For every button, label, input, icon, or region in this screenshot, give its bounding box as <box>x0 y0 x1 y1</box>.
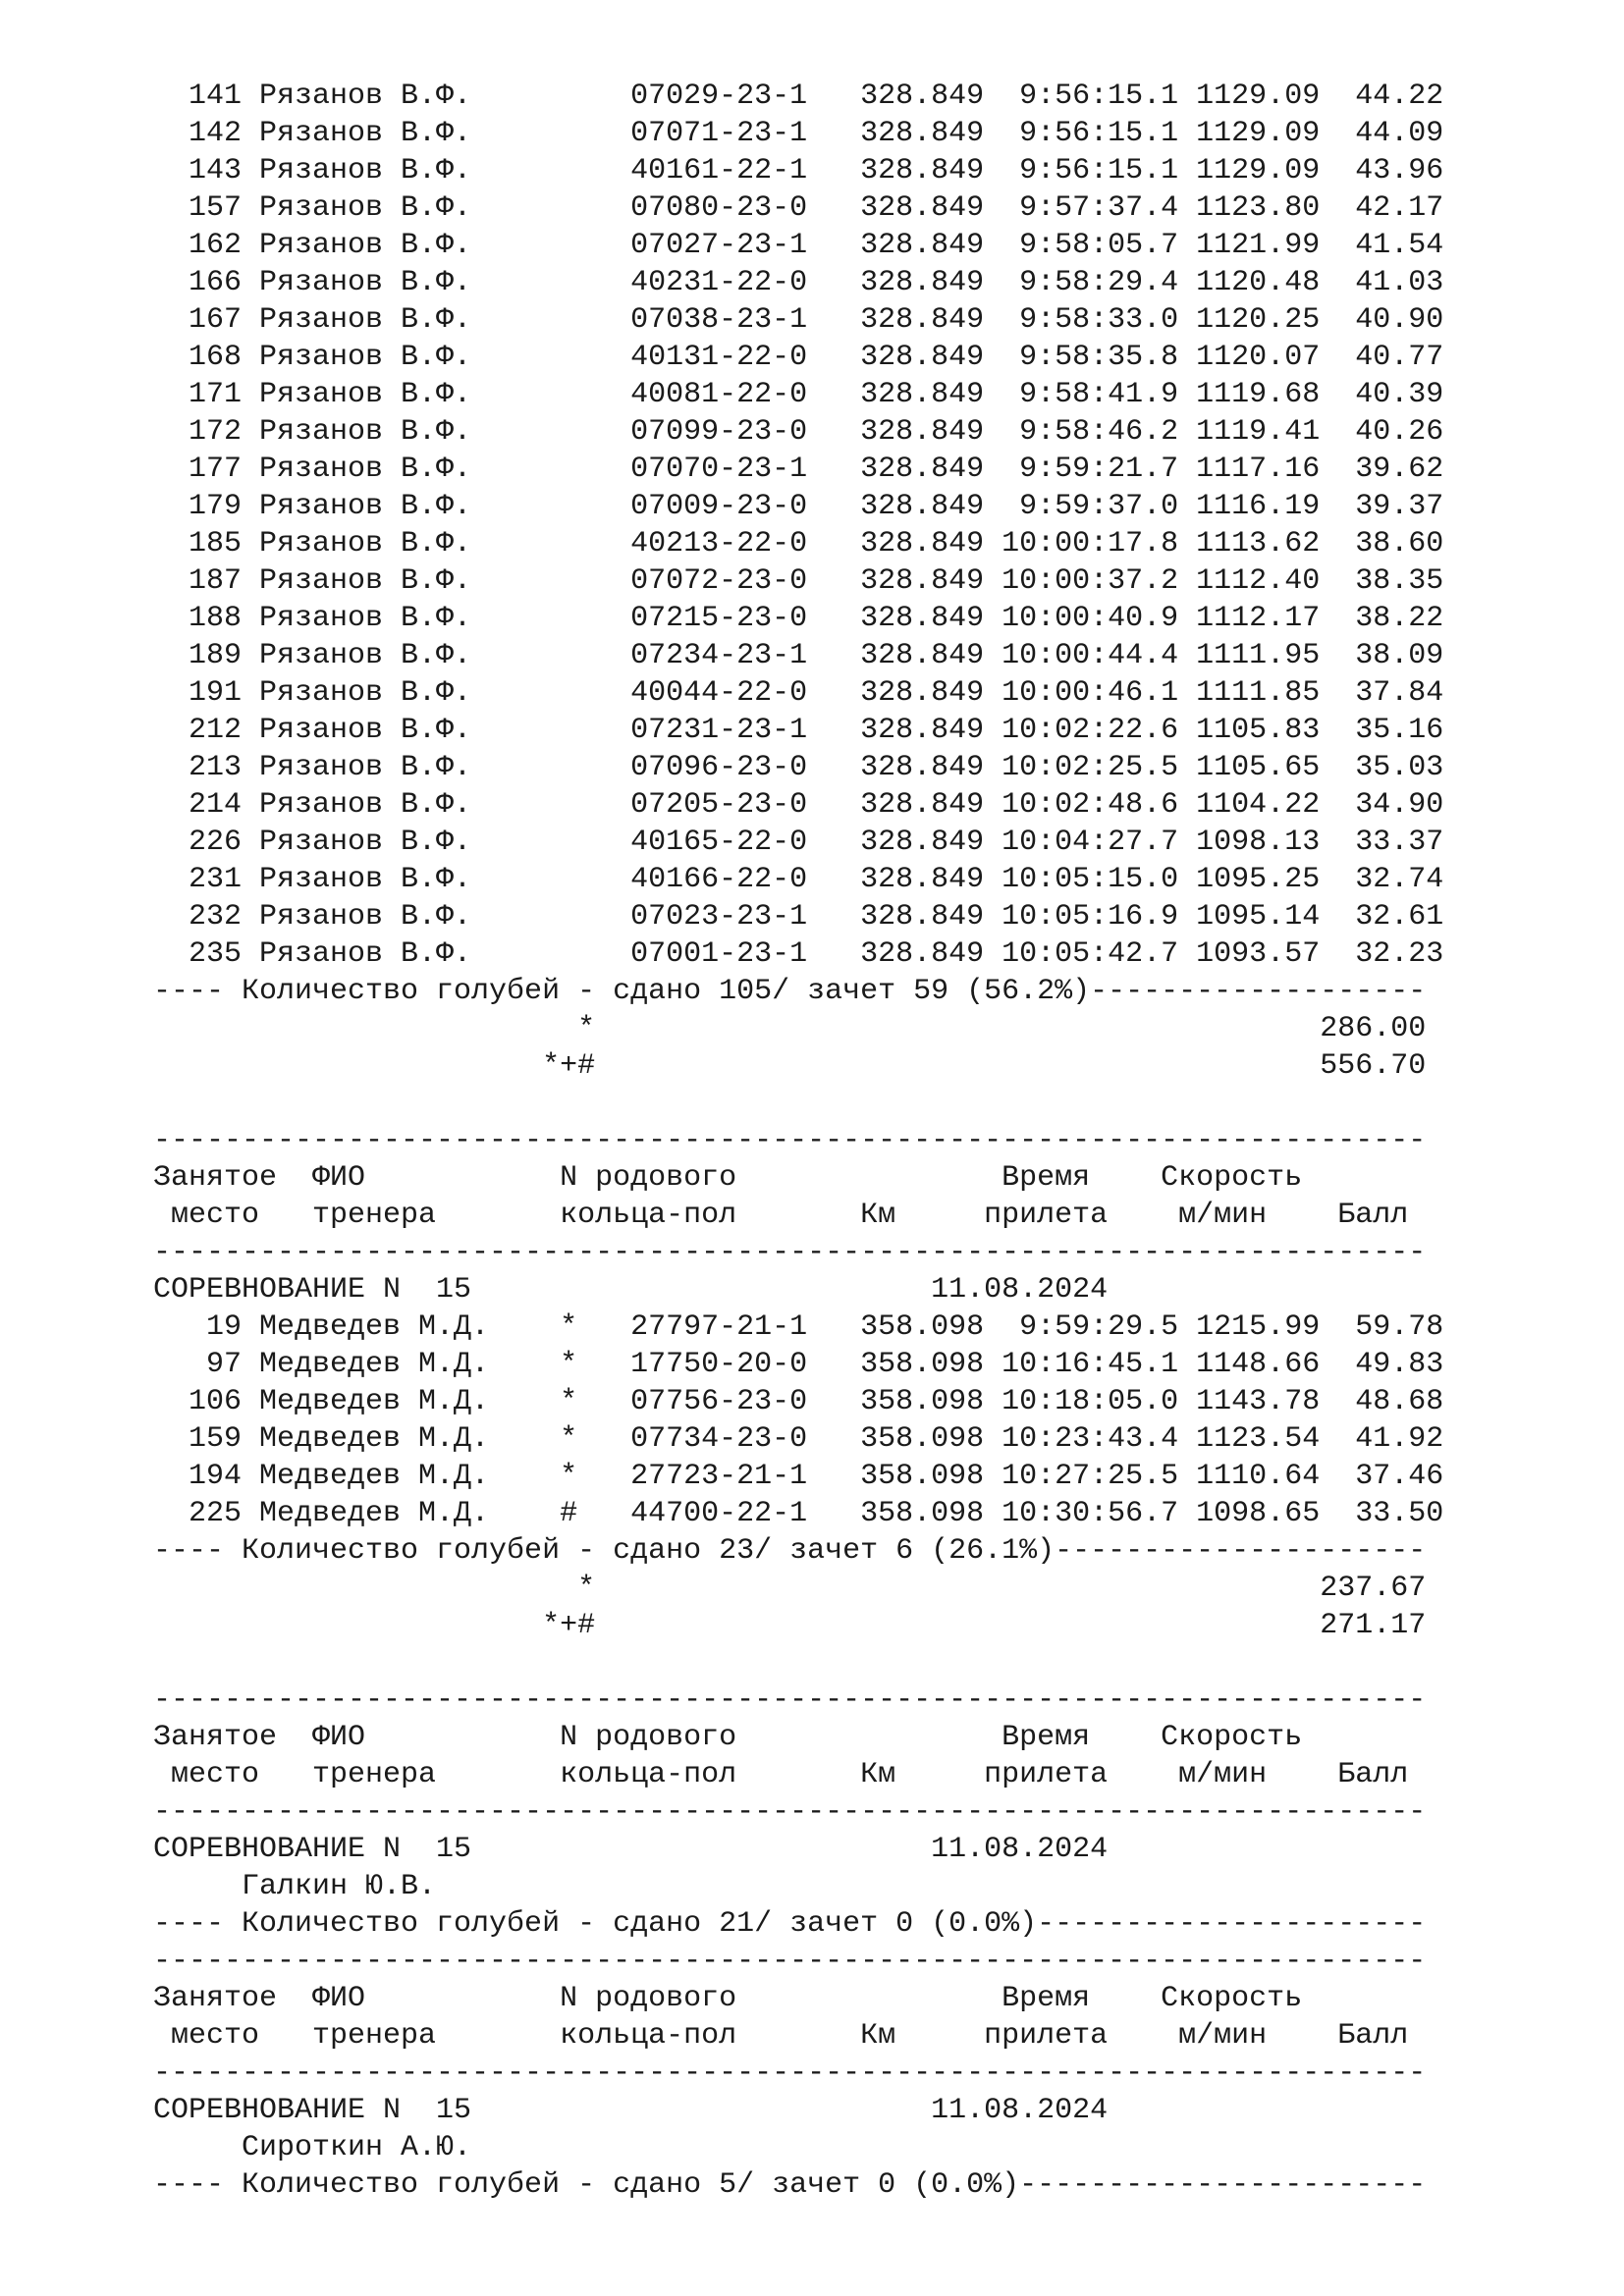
result-row: 162 Рязанов В.Ф. 07027-23-1 328.849 9:58:05.7 1121.99 41.54 <box>153 229 1444 262</box>
result-row: 159 Медведев М.Д. * 07734-23-0 358.098 10:23:43.4 1123.54 41.92 <box>153 1422 1444 1456</box>
points-total-line: *+# 271.17 <box>153 1609 1427 1642</box>
summary-line: ---- Количество голубей - сдано 21/ зачет 0 (0.0%)---------------------- <box>153 1907 1427 1941</box>
result-row: 214 Рязанов В.Ф. 07205-23-0 328.849 10:02:48.6 1104.22 34.90 <box>153 788 1444 822</box>
result-row: 141 Рязанов В.Ф. 07029-23-1 328.849 9:56:15.1 1129.09 44.22 <box>153 80 1444 113</box>
column-header: Занятое ФИО N родового Время Скорость <box>153 1982 1303 2015</box>
separator-line: ------------------------------------------------------------------------ <box>153 1795 1427 1829</box>
result-row: 143 Рязанов В.Ф. 40161-22-1 328.849 9:56:15.1 1129.09 43.96 <box>153 154 1444 187</box>
result-row: 106 Медведев М.Д. * 07756-23-0 358.098 10:18:05.0 1143.78 48.68 <box>153 1385 1444 1418</box>
result-row: 168 Рязанов В.Ф. 40131-22-0 328.849 9:58:35.8 1120.07 40.77 <box>153 341 1444 374</box>
result-row: 189 Рязанов В.Ф. 07234-23-1 328.849 10:00:44.4 1111.95 38.09 <box>153 639 1444 672</box>
results-printout <box>153 78 1443 2204</box>
result-row: 212 Рязанов В.Ф. 07231-23-1 328.849 10:02:22.6 1105.83 35.16 <box>153 714 1444 747</box>
separator-line: ------------------------------------------------------------------------ <box>153 1945 1427 1978</box>
trainer-line: Галкин Ю.В. <box>153 1870 437 1903</box>
result-row: 157 Рязанов В.Ф. 07080-23-0 328.849 9:57:37.4 1123.80 42.17 <box>153 191 1444 225</box>
result-row: 225 Медведев М.Д. # 44700-22-1 358.098 10:30:56.7 1098.65 33.50 <box>153 1497 1444 1530</box>
result-row: 167 Рязанов В.Ф. 07038-23-1 328.849 9:58:33.0 1120.25 40.90 <box>153 303 1444 337</box>
column-header: Занятое ФИО N родового Время Скорость <box>153 1161 1303 1195</box>
competition-header: СОРЕВНОВАНИЕ N 15 11.08.2024 <box>153 1833 1109 1866</box>
separator-line: ------------------------------------------------------------------------ <box>153 1683 1427 1717</box>
result-row: 232 Рязанов В.Ф. 07023-23-1 328.849 10:05:16.9 1095.14 32.61 <box>153 900 1444 934</box>
trainer-line: Сироткин А.Ю. <box>153 2131 472 2164</box>
result-row: 191 Рязанов В.Ф. 40044-22-0 328.849 10:00:46.1 1111.85 37.84 <box>153 676 1444 710</box>
result-row: 142 Рязанов В.Ф. 07071-23-1 328.849 9:56:15.1 1129.09 44.09 <box>153 117 1444 150</box>
separator-line: ------------------------------------------------------------------------ <box>153 1124 1427 1157</box>
result-row: 179 Рязанов В.Ф. 07009-23-0 328.849 9:59:37.0 1116.19 39.37 <box>153 490 1444 523</box>
blank-line <box>153 1644 1443 1682</box>
competition-header: СОРЕВНОВАНИЕ N 15 11.08.2024 <box>153 2094 1109 2127</box>
result-row: 194 Медведев М.Д. * 27723-21-1 358.098 10:27:25.5 1110.64 37.46 <box>153 1460 1444 1493</box>
points-total-line: *+# 556.70 <box>153 1049 1427 1083</box>
separator-line: ------------------------------------------------------------------------ <box>153 1236 1427 1269</box>
summary-line: ---- Количество голубей - сдано 23/ зачет 6 (26.1%)--------------------- <box>153 1534 1427 1568</box>
result-row: 19 Медведев М.Д. * 27797-21-1 358.098 9:59:29.5 1215.99 59.78 <box>153 1310 1444 1344</box>
result-row: 185 Рязанов В.Ф. 40213-22-0 328.849 10:00:17.8 1113.62 38.60 <box>153 527 1444 561</box>
column-header: место тренера кольца-пол Км прилета м/мин Балл <box>153 1199 1409 1232</box>
separator-line: ------------------------------------------------------------------------ <box>153 2056 1427 2090</box>
points-total-line: * 237.67 <box>153 1572 1427 1605</box>
result-row: 172 Рязанов В.Ф. 07099-23-0 328.849 9:58:46.2 1119.41 40.26 <box>153 415 1444 449</box>
result-row: 226 Рязанов В.Ф. 40165-22-0 328.849 10:04:27.7 1098.13 33.37 <box>153 826 1444 859</box>
result-row: 188 Рязанов В.Ф. 07215-23-0 328.849 10:00:40.9 1112.17 38.22 <box>153 602 1444 635</box>
summary-line: ---- Количество голубей - сдано 5/ зачет 0 (0.0%)----------------------- <box>153 2168 1427 2202</box>
result-row: 171 Рязанов В.Ф. 40081-22-0 328.849 9:58:41.9 1119.68 40.39 <box>153 378 1444 411</box>
competition-header: СОРЕВНОВАНИЕ N 15 11.08.2024 <box>153 1273 1109 1307</box>
result-row: 231 Рязанов В.Ф. 40166-22-0 328.849 10:05:15.0 1095.25 32.74 <box>153 863 1444 896</box>
result-row: 235 Рязанов В.Ф. 07001-23-1 328.849 10:05:42.7 1093.57 32.23 <box>153 937 1444 971</box>
points-total-line: * 286.00 <box>153 1012 1427 1045</box>
column-header: Занятое ФИО N родового Время Скорость <box>153 1721 1303 1754</box>
result-row: 213 Рязанов В.Ф. 07096-23-0 328.849 10:02:25.5 1105.65 35.03 <box>153 751 1444 784</box>
column-header: место тренера кольца-пол Км прилета м/мин Балл <box>153 2019 1409 2053</box>
result-row: 177 Рязанов В.Ф. 07070-23-1 328.849 9:59:21.7 1117.16 39.62 <box>153 453 1444 486</box>
result-row: 166 Рязанов В.Ф. 40231-22-0 328.849 9:58:29.4 1120.48 41.03 <box>153 266 1444 299</box>
result-row: 97 Медведев М.Д. * 17750-20-0 358.098 10:16:45.1 1148.66 49.83 <box>153 1348 1444 1381</box>
column-header: место тренера кольца-пол Км прилета м/мин Балл <box>153 1758 1409 1791</box>
result-row: 187 Рязанов В.Ф. 07072-23-0 328.849 10:00:37.2 1112.40 38.35 <box>153 564 1444 598</box>
summary-line: ---- Количество голубей - сдано 105/ зачет 59 (56.2%)------------------- <box>153 975 1427 1008</box>
blank-line <box>153 1085 1443 1122</box>
